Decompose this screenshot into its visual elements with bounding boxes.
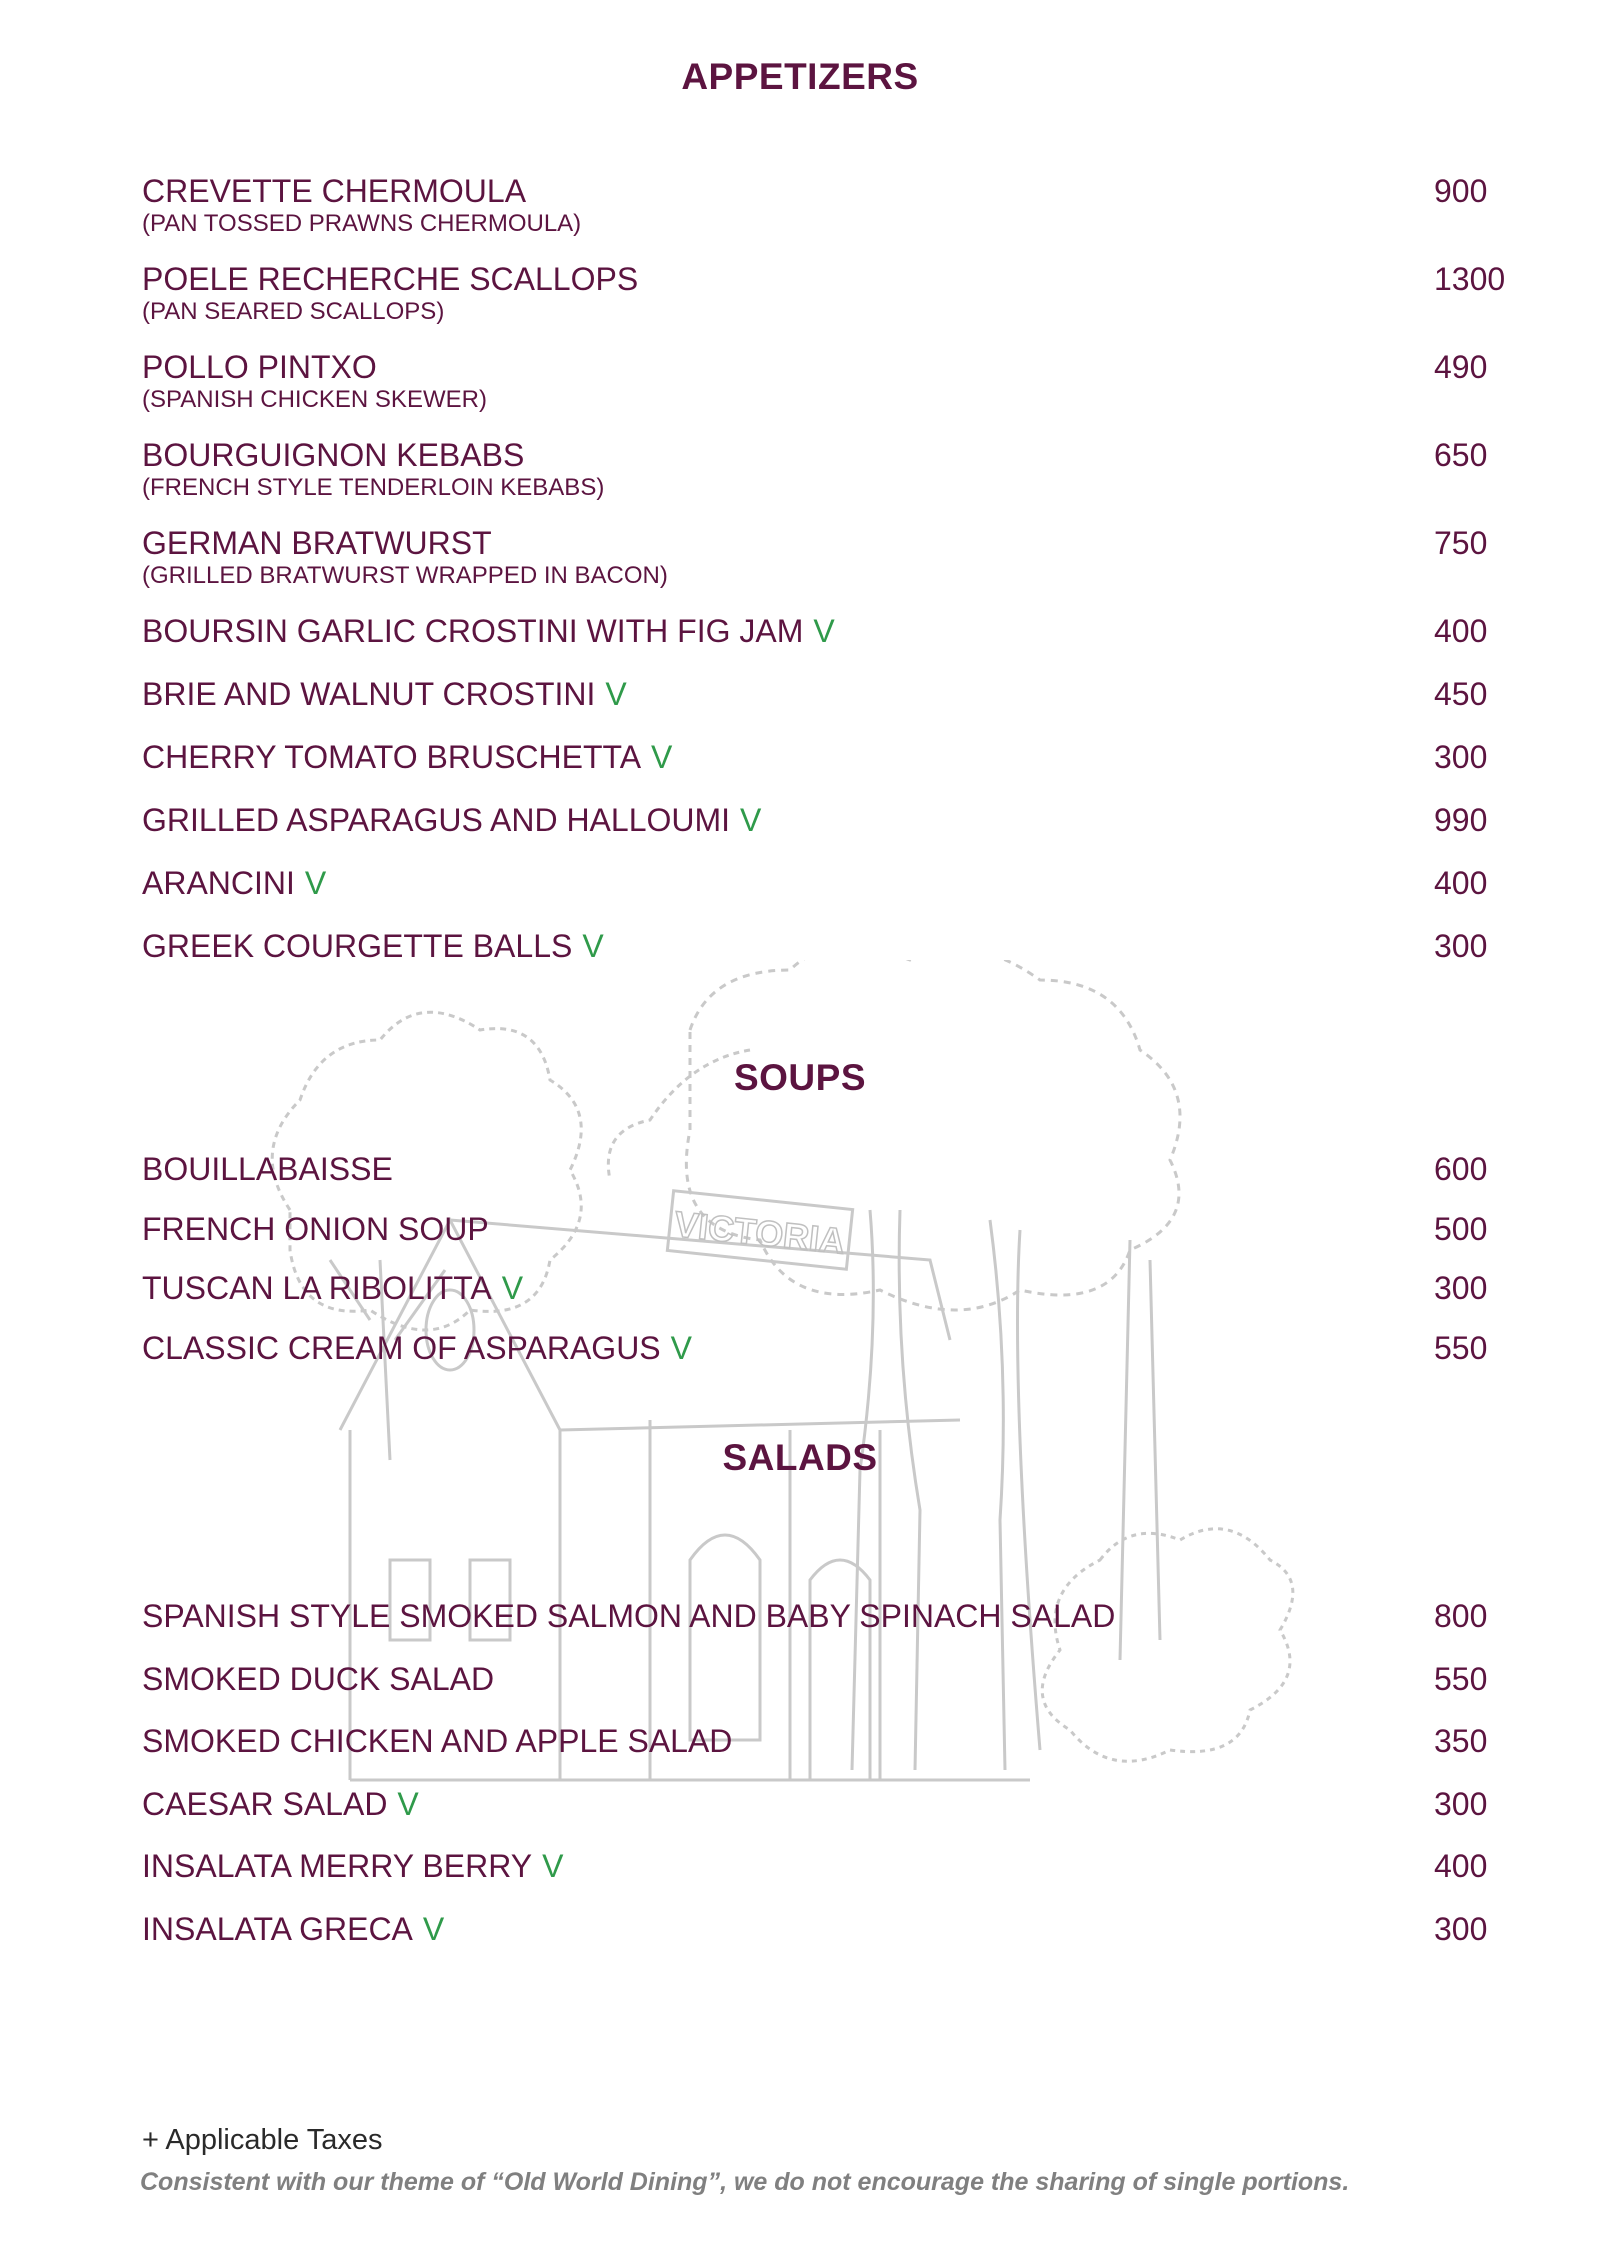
menu-item: POELE RECHERCHE SCALLOPS (PAN SEARED SCALLOPS) 1300: [142, 261, 1506, 325]
svg-text:VICTORIA: VICTORIA: [672, 1203, 848, 1262]
price: 1300: [1434, 261, 1506, 297]
menu-item: SMOKED CHICKEN AND APPLE SALAD 350: [142, 1723, 1488, 1759]
vegetarian-badge: V: [304, 865, 327, 901]
price: 500: [1434, 1211, 1488, 1247]
menu-item: SPANISH STYLE SMOKED SALMON AND BABY SPINACH SALAD 800: [142, 1598, 1488, 1634]
price: 800: [1434, 1598, 1488, 1634]
vegetarian-badge: V: [501, 1270, 524, 1306]
menu-item: INSALATA MERRY BERRY V 400: [142, 1848, 1488, 1884]
vegetarian-badge: V: [605, 676, 627, 712]
menu-item: GREEK COURGETTE BALLS V 300: [142, 928, 1488, 964]
vegetarian-badge: V: [813, 613, 835, 649]
menu-item: BOUILLABAISSE 600: [142, 1151, 1488, 1187]
vegetarian-badge: V: [582, 928, 604, 964]
menu-item: TUSCAN LA RIBOLITTA V 300: [142, 1270, 1488, 1306]
menu-item: CREVETTE CHERMOULA (PAN TOSSED PRAWNS CHERMOULA) 900: [142, 173, 1488, 237]
menu-item: GRILLED ASPARAGUS AND HALLOUMI V 990: [142, 802, 1488, 838]
menu-item: POLLO PINTXO (SPANISH CHICKEN SKEWER) 490: [142, 349, 1488, 413]
vegetarian-badge: V: [670, 1330, 692, 1366]
price: 490: [1434, 349, 1488, 385]
soups-heading: SOUPS: [733, 1057, 867, 1098]
price: 300: [1434, 928, 1488, 964]
price: 990: [1434, 802, 1488, 838]
vegetarian-badge: V: [651, 739, 673, 775]
menu-item: FRENCH ONION SOUP 500: [142, 1211, 1488, 1247]
applicable-taxes-note: + Applicable Taxes: [142, 2124, 383, 2156]
vegetarian-badge: V: [397, 1786, 419, 1822]
menu-item: CAESAR SALAD V 300: [142, 1786, 1488, 1822]
price: 600: [1434, 1151, 1488, 1187]
menu-item: GERMAN BRATWURST (GRILLED BRATWURST WRAPPED IN BACON) 750: [142, 525, 1488, 589]
price: 550: [1434, 1330, 1488, 1366]
menu-item: BOURGUIGNON KEBABS (FRENCH STYLE TENDERLOIN KEBABS) 650: [142, 437, 1488, 501]
menu-item: SMOKED DUCK SALAD 550: [142, 1661, 1488, 1697]
salads-heading: SALADS: [722, 1437, 878, 1478]
price: 350: [1434, 1723, 1488, 1759]
price: 400: [1434, 865, 1488, 901]
price: 650: [1434, 437, 1488, 473]
menu-item: BOURSIN GARLIC CROSTINI WITH FIG JAM V 400: [142, 613, 1488, 649]
price: 450: [1434, 676, 1488, 712]
price: 550: [1434, 1661, 1488, 1697]
menu-item: CLASSIC CREAM OF ASPARAGUS V 550: [142, 1330, 1488, 1366]
price: 400: [1434, 613, 1488, 649]
price: 750: [1434, 525, 1488, 561]
vegetarian-badge: V: [542, 1848, 564, 1884]
price: 300: [1434, 1786, 1488, 1822]
menu-item: CHERRY TOMATO BRUSCHETTA V 300: [142, 739, 1488, 775]
menu-item: BRIE AND WALNUT CROSTINI V 450: [142, 676, 1488, 712]
appetizers-heading: APPETIZERS: [681, 56, 919, 97]
price: 300: [1434, 1270, 1488, 1306]
price: 900: [1434, 173, 1488, 209]
vegetarian-badge: V: [422, 1911, 445, 1947]
price: 400: [1434, 1848, 1488, 1884]
price: 300: [1434, 1911, 1488, 1947]
menu-item: ARANCINI V 400: [142, 865, 1488, 901]
vegetarian-badge: V: [740, 802, 762, 838]
menu-item: INSALATA GRECA V 300: [142, 1911, 1488, 1947]
price: 300: [1434, 739, 1488, 775]
sharing-policy-note: Consistent with our theme of “Old World Dining”, we do not encourage the sharing of single portions.: [140, 2168, 1350, 2196]
